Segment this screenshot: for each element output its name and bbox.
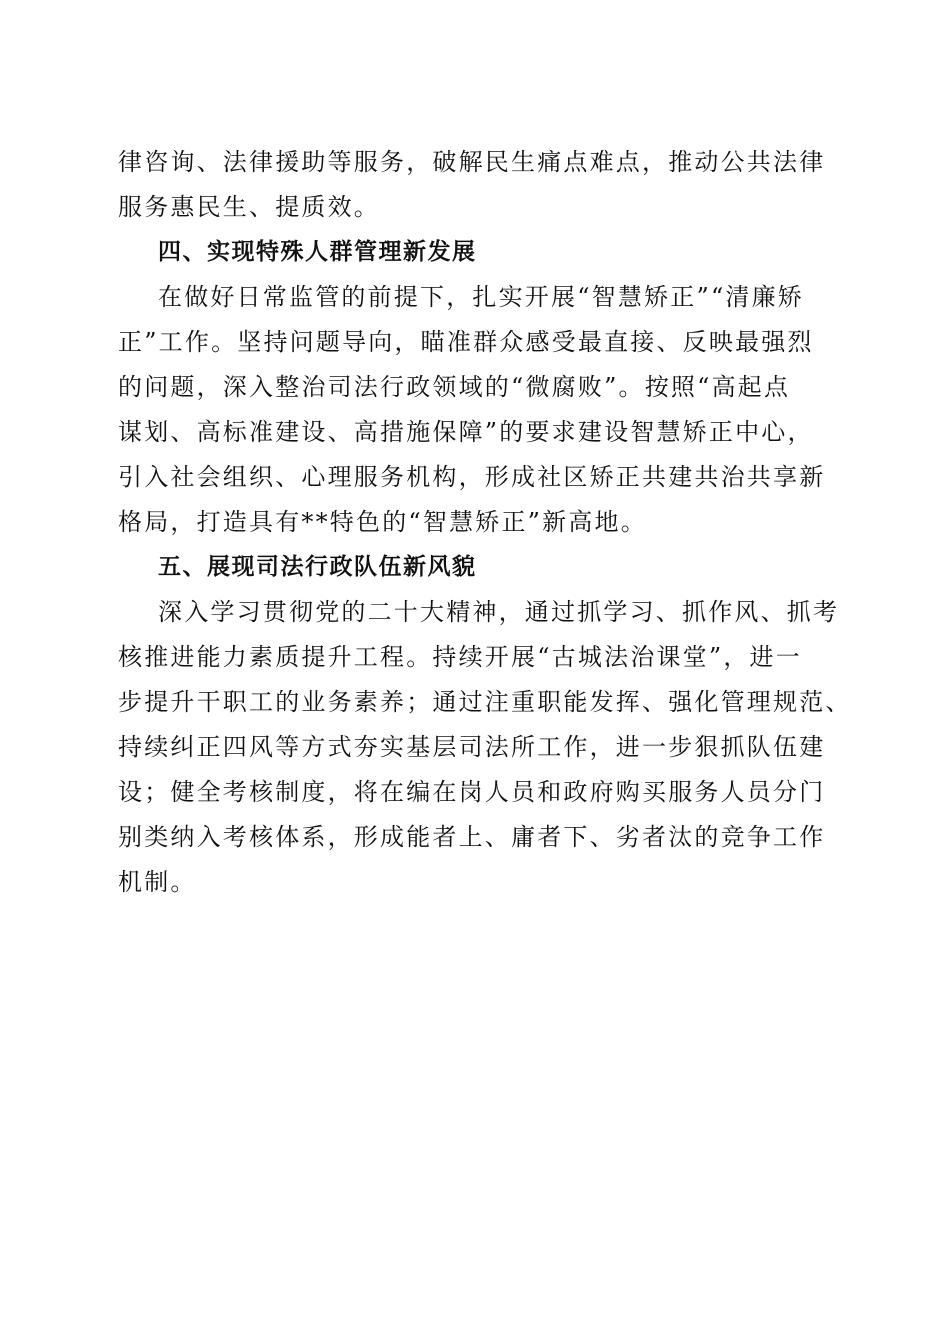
paragraph-line: 律咨询、法律援助等服务，破解民生痛点难点，推动公共法律 (118, 148, 826, 176)
document-page (118, 140, 852, 905)
paragraph-line: 引入社会组织、心理服务机构，形成社区矫正共建共治共享新 (118, 463, 826, 491)
paragraph-line: 核推进能力素质提升工程。持续开展“古城法治课堂”，进一 (118, 643, 802, 671)
paragraph-line: 持续纠正四风等方式夯实基层司法所工作，进一步狠抓队伍建 (118, 733, 826, 761)
paragraph-continued (118, 140, 838, 230)
paragraph-line: 别类纳入考核体系，形成能者上、庸者下、劣者汰的竞争工作 (118, 823, 826, 851)
section-four (118, 230, 838, 545)
paragraph-line: 服务惠民生、提质效。 (118, 193, 380, 221)
paragraph-line: 机制。 (118, 868, 197, 896)
paragraph-line: 在做好日常监管的前提下，扎实开展“智慧矫正”“清廉矫 (158, 283, 805, 311)
paragraph-line: 的问题，深入整治司法行政领域的“微腐败”。按照“高起点 (118, 373, 791, 401)
section-five (118, 545, 852, 905)
paragraph-line: 谋划、高标准建设、高措施保障”的要求建设智慧矫正中心， (118, 418, 814, 446)
paragraph-line: 正”工作。坚持问题导向，瞄准群众感受最直接、反映最强烈 (118, 328, 814, 356)
section-heading: 四、实现特殊人群管理新发展 (158, 239, 477, 265)
paragraph-line: 步提升干职工的业务素养；通过注重职能发挥、强化管理规范、 (118, 688, 852, 716)
paragraph-line: 深入学习贯彻党的二十大精神，通过抓学习、抓作风、抓考 (158, 598, 840, 626)
paragraph-line: 格局，打造具有**特色的“智慧矫正”新高地。 (118, 508, 647, 536)
paragraph-line: 设；健全考核制度，将在编在岗人员和政府购买服务人员分门 (118, 778, 826, 806)
section-heading: 五、展现司法行政队伍新风貌 (158, 554, 477, 580)
